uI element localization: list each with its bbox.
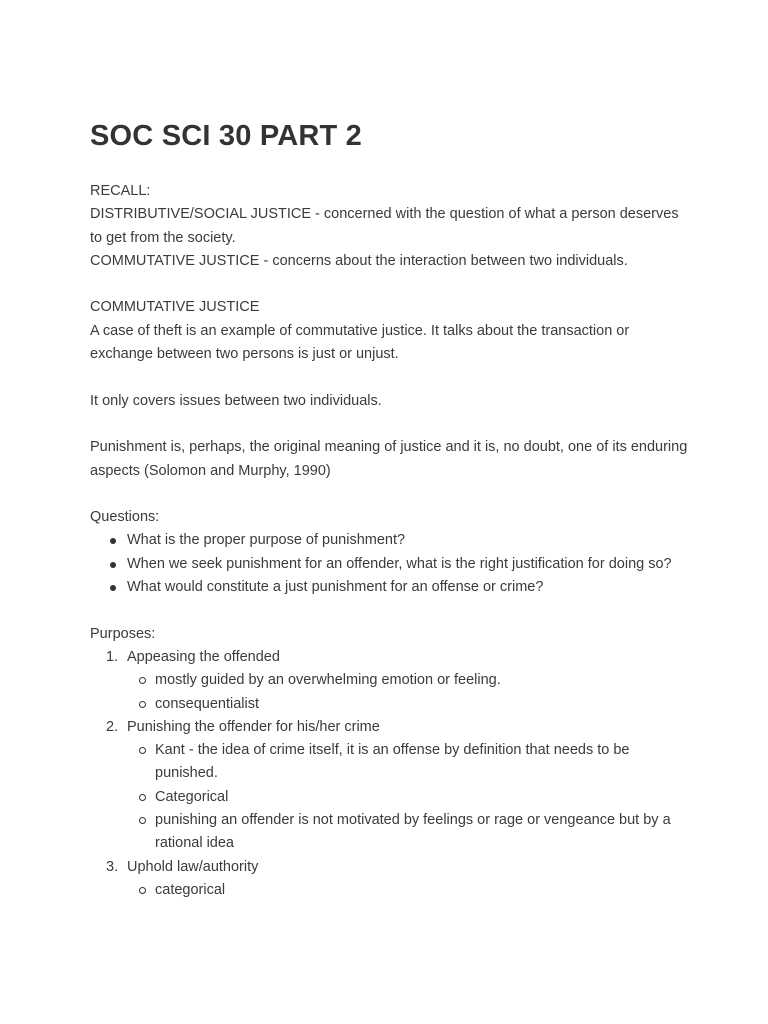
commutative-justice-definition: COMMUTATIVE JUSTICE - concerns about the interaction between two individuals. — [90, 252, 628, 269]
hollow-bullet-icon — [139, 887, 146, 894]
sub-list-item — [90, 739, 690, 786]
spacer — [90, 273, 690, 296]
question-text: What would constitute a just punishment for an offense or crime? — [127, 579, 544, 596]
commutative-justice-text: A case of theft is an example of commutative justice. It talks about the transaction or exchange between two persons is just or unjust. — [90, 322, 630, 363]
spacer — [90, 599, 690, 622]
sub-item-text: Kant - the idea of crime itself, it is an offense by definition that needs to be punished. — [155, 742, 630, 782]
page-title: SOC SCI 30 PART 2 — [90, 120, 362, 152]
sub-item-text: categorical — [155, 881, 226, 898]
list-item — [90, 529, 690, 552]
purpose-label: Uphold law/authority — [127, 858, 259, 875]
list-item — [90, 856, 690, 879]
only-covers-text: It only covers issues between two individuals. — [90, 392, 382, 409]
list-number: 1. — [106, 648, 119, 665]
sub-list-item — [90, 693, 690, 716]
sub-item-text: consequentialist — [155, 695, 259, 712]
purpose-label: Punishing the offender for his/her crime — [127, 718, 380, 735]
sub-list-item — [90, 786, 690, 809]
sub-item-text: Categorical — [155, 788, 229, 805]
bullet-icon — [110, 585, 116, 591]
spacer — [90, 483, 690, 506]
bullet-icon — [110, 562, 116, 568]
hollow-bullet-icon — [139, 701, 146, 708]
sub-item-text: mostly guided by an overwhelming emotion or feeling. — [155, 672, 501, 689]
sub-item-text: punishing an offender is not motivated by feelings or rage or vengeance but by a rational idea — [155, 812, 671, 852]
list-item — [90, 646, 690, 669]
purpose-label: Appeasing the offended — [127, 648, 280, 665]
question-text: What is the proper purpose of punishment? — [127, 532, 406, 549]
question-text: When we seek punishment for an offender, what is the right justification for doing so? — [127, 555, 672, 572]
recall-heading: RECALL: — [90, 183, 151, 199]
punishment-quote: Punishment is, perhaps, the original meaning of justice and it is, no doubt, one of its enduring aspects (Solomon and Murphy, 1990) — [90, 439, 688, 479]
spacer — [90, 413, 690, 436]
sub-list-item — [90, 879, 690, 902]
sub-list-item — [90, 809, 690, 856]
questions-list — [90, 529, 690, 599]
hollow-bullet-icon — [139, 794, 146, 801]
distributive-justice-definition: DISTRIBUTIVE/SOCIAL JUSTICE - concerned with the question of what a person deserves to get from the society. — [90, 206, 679, 246]
list-number: 2. — [106, 718, 119, 735]
hollow-bullet-icon — [139, 677, 146, 684]
list-item — [90, 576, 690, 599]
list-item — [90, 716, 690, 739]
sub-list-item — [90, 669, 690, 692]
purposes-heading: Purposes: — [90, 625, 156, 642]
hollow-bullet-icon — [139, 817, 146, 824]
hollow-bullet-icon — [139, 747, 146, 754]
spacer — [90, 366, 690, 389]
list-item — [90, 553, 690, 576]
questions-heading: Questions: — [90, 509, 160, 526]
list-number: 3. — [106, 858, 119, 875]
document-page — [90, 118, 690, 902]
purposes-list — [90, 646, 690, 902]
commutative-justice-heading: COMMUTATIVE JUSTICE — [90, 299, 260, 316]
bullet-icon — [110, 538, 116, 544]
